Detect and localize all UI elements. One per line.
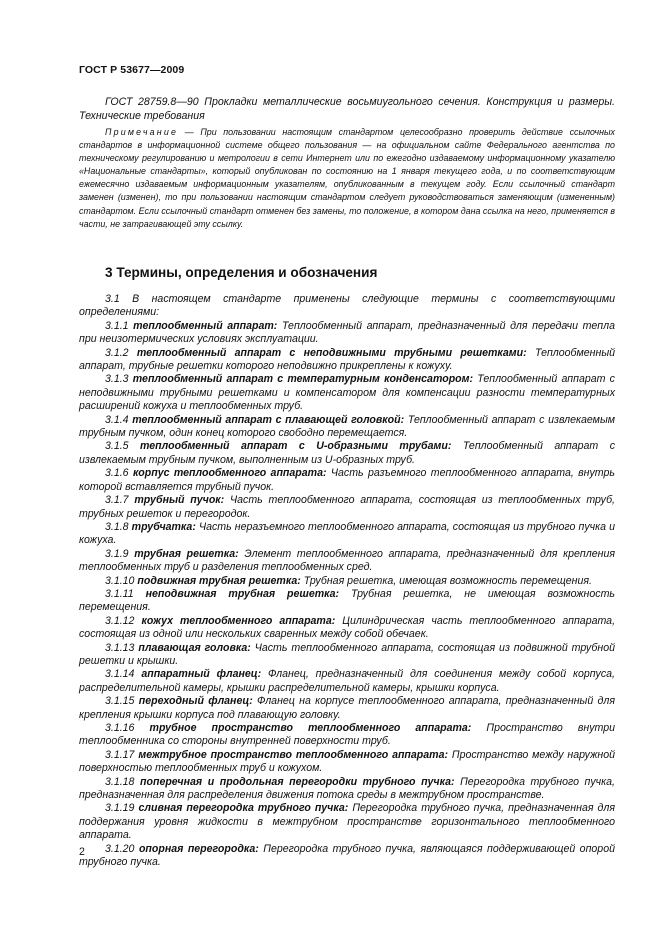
term-definition: Теплообменный аппарат с извлекаемым трубным пучком, один конец которого свободно перемещается. xyxy=(79,413,616,440)
term-definition: Пространство между наружной поверхностью теплообменных труб и кожухом. xyxy=(79,748,615,775)
term-definition: Теплообменный аппарат с неподвижными трубными решетками и компенсатором для компенсации разности температурных расширений кожуха и теплообменных труб. xyxy=(79,373,615,413)
term-entry xyxy=(79,749,615,776)
term-entry xyxy=(79,588,615,615)
term-definition: Трубная решетка, не имеющая возможность перемещения. xyxy=(79,587,615,614)
note-text: При пользовании настоящим стандартом целесообразно проверить действие ссылочных стандартов в информационной системе общего пользования — на официальном сайте Федерального агентства по техническому регулированию и метрологии в сети Интернет или по ежегодно издаваемому информационному указателю «Национальные стандарты», который опубликован по состоянию на 1 января текущего года, и по соответствующим ежемесячно издаваемым информационным указателям, опубликованным в текущем году. Если ссылочный стандарт заменен (изменен), то при пользовании настоящим стандартом следует руководствоваться заменяющим (измененным) стандартом. Если ссылочный стандарт отменен без замены, то положение, в котором дана ссылка на него, применяется в части, не затрагивающей эту ссылку. xyxy=(79,127,615,229)
term-entry xyxy=(79,575,615,588)
term-entry xyxy=(79,843,615,870)
term-entry xyxy=(79,695,615,722)
term-name: корпус теплообменного аппарата: xyxy=(132,467,327,480)
term-definition: Часть неразъемного теплообменного аппарата, состоящая из трубного пучка и кожуха. xyxy=(79,520,615,547)
note-dash: — xyxy=(178,127,201,137)
term-number: 3.1.11 xyxy=(105,587,134,600)
term-name: опорная перегородка: xyxy=(138,842,259,855)
term-definition: Пространство внутри теплообменника со стороны внутренней поверхности труб. xyxy=(79,722,615,748)
term-definition: Часть теплообменного аппарата, состоящая из подвижной трубной решетки и крышки. xyxy=(79,641,616,667)
term-name: плавающая головка: xyxy=(138,641,251,654)
term-entry xyxy=(79,668,615,695)
term-entry xyxy=(79,615,615,642)
term-entry xyxy=(79,440,615,467)
term-number: 3.1.16 xyxy=(105,722,135,734)
term-number: 3.1.9 xyxy=(105,547,129,560)
term-number: 3.1.5 xyxy=(105,440,129,453)
term-number: 3.1.4 xyxy=(105,413,129,426)
term-entry xyxy=(79,802,615,842)
term-number: 3.1.8 xyxy=(105,520,129,533)
section-title: 3 Термины, определения и обозначения xyxy=(105,265,378,280)
term-definition: Теплообменный аппарат с извлекаемым трубным пучком, выполненным из U-образных труб. xyxy=(79,440,615,466)
term-entry xyxy=(79,642,615,669)
term-entry xyxy=(79,320,615,347)
term-name: теплообменный аппарат с температурным конденсатором: xyxy=(132,373,474,386)
standard-header: ГОСТ Р 53677—2009 xyxy=(79,64,185,76)
term-definition: Трубная решетка, имеющая возможность перемещения. xyxy=(303,574,592,587)
term-name: переходный фланец: xyxy=(138,695,253,708)
term-definition: Элемент теплообменного аппарата, предназначенный для крепления теплообменных труб и разделения теплообменных сред. xyxy=(79,547,615,574)
term-entry xyxy=(79,548,615,575)
term-number: 3.1.3 xyxy=(105,373,129,386)
term-number: 3.1.18 xyxy=(105,775,135,788)
term-name: трубная решетка: xyxy=(134,547,239,560)
term-name: теплообменный аппарат с плавающей головкой: xyxy=(132,413,405,426)
term-number: 3.1.13 xyxy=(105,641,135,654)
term-definition: Цилиндрическая часть теплообменного аппарата, состоящая из одной или нескольких сваренных между собой обечаек. xyxy=(79,614,616,641)
term-entry xyxy=(79,414,615,441)
term-name: теплообменный аппарат: xyxy=(133,319,278,332)
term-name: поперечная и продольная перегородки трубного пучка: xyxy=(140,775,455,788)
terms-list xyxy=(79,293,615,869)
term-entry xyxy=(79,373,615,413)
term-number: 3.1.15 xyxy=(105,695,135,708)
term-definition: Теплообменный аппарат, предназначенный для передачи тепла при неизотермических условиях эксплуатации. xyxy=(79,319,615,346)
term-number: 3.1.12 xyxy=(105,614,135,627)
term-entry xyxy=(79,722,615,749)
term-definition: Часть теплообменного аппарата, состоящая из теплообменных труб, трубных решеток и перегородок. xyxy=(79,494,615,520)
term-name: межтрубное пространство теплообменного аппарата: xyxy=(138,748,448,761)
term-name: неподвижная трубная решетка: xyxy=(145,587,340,600)
term-name: аппаратный фланец: xyxy=(141,668,262,681)
term-definition: Фланец, предназначенный для соединения между собой корпуса, распределительной камеры, крышки распределительной камеры, крышки корпуса. xyxy=(79,668,615,694)
term-number: 3.1.7 xyxy=(105,494,129,507)
term-number: 3.1.6 xyxy=(105,467,129,480)
page-number: 2 xyxy=(79,846,85,858)
term-number: 3.1.2 xyxy=(105,346,129,359)
term-definition: Перегородка трубного пучка, предназначенная для распределения движения потока среды в межтрубном пространстве. xyxy=(79,775,615,802)
term-number: 3.1.10 xyxy=(105,574,135,587)
term-definition: Перегородка трубного пучка, являющаяся поддерживающей опорой трубного пучка. xyxy=(79,842,615,869)
term-name: сливная перегородка трубного пучка: xyxy=(138,802,349,815)
term-number: 3.1.20 xyxy=(105,842,135,855)
term-number: 3.1.14 xyxy=(105,668,135,681)
term-entry xyxy=(79,347,615,374)
note-paragraph xyxy=(79,126,615,231)
term-definition: Фланец на корпусе теплообменного аппарата, предназначенный для крепления крышки корпуса под плавающую головку. xyxy=(79,695,615,721)
term-entry xyxy=(79,467,615,494)
term-entry xyxy=(79,776,615,803)
term-name: кожух теплообменного аппарата: xyxy=(141,614,336,627)
term-definition: Часть разъемного теплообменного аппарата, внутрь которой вставляется трубный пучок. xyxy=(79,467,615,493)
term-name: теплообменный аппарат с U-образными трубами: xyxy=(140,440,452,453)
term-name: теплообменный аппарат с неподвижными трубными решетками: xyxy=(136,346,527,359)
term-number: 3.1.19 xyxy=(105,802,135,815)
term-definition: Перегородка трубного пучка, предназначенная для поддержания уровня жидкости в межтрубном пространстве горизонтального теплообменного аппарата. xyxy=(79,802,616,842)
term-name: трубчатка: xyxy=(131,520,196,533)
term-name: подвижная трубная решетка: xyxy=(137,574,301,587)
term-name: трубный пучок: xyxy=(134,494,225,507)
term-entry xyxy=(79,494,615,521)
term-number: 3.1.17 xyxy=(105,748,135,761)
term-number: 3.1.1 xyxy=(105,319,129,332)
note-label: Примечание xyxy=(105,127,179,137)
section-intro: 3.1 В настоящем стандарте применены следующие термины с соответствующими определениями: xyxy=(79,293,615,319)
term-name: трубное пространство теплообменного аппарата: xyxy=(149,722,472,734)
term-definition: Теплообменный аппарат, трубные решетки которого неподвижно прикреплены к кожуху. xyxy=(79,346,616,373)
reference-entry: ГОСТ 28759.8—90 Прокладки металлические восьмиугольного сечения. Конструкция и размеры. Технические требования xyxy=(79,96,615,122)
term-entry xyxy=(79,521,615,548)
